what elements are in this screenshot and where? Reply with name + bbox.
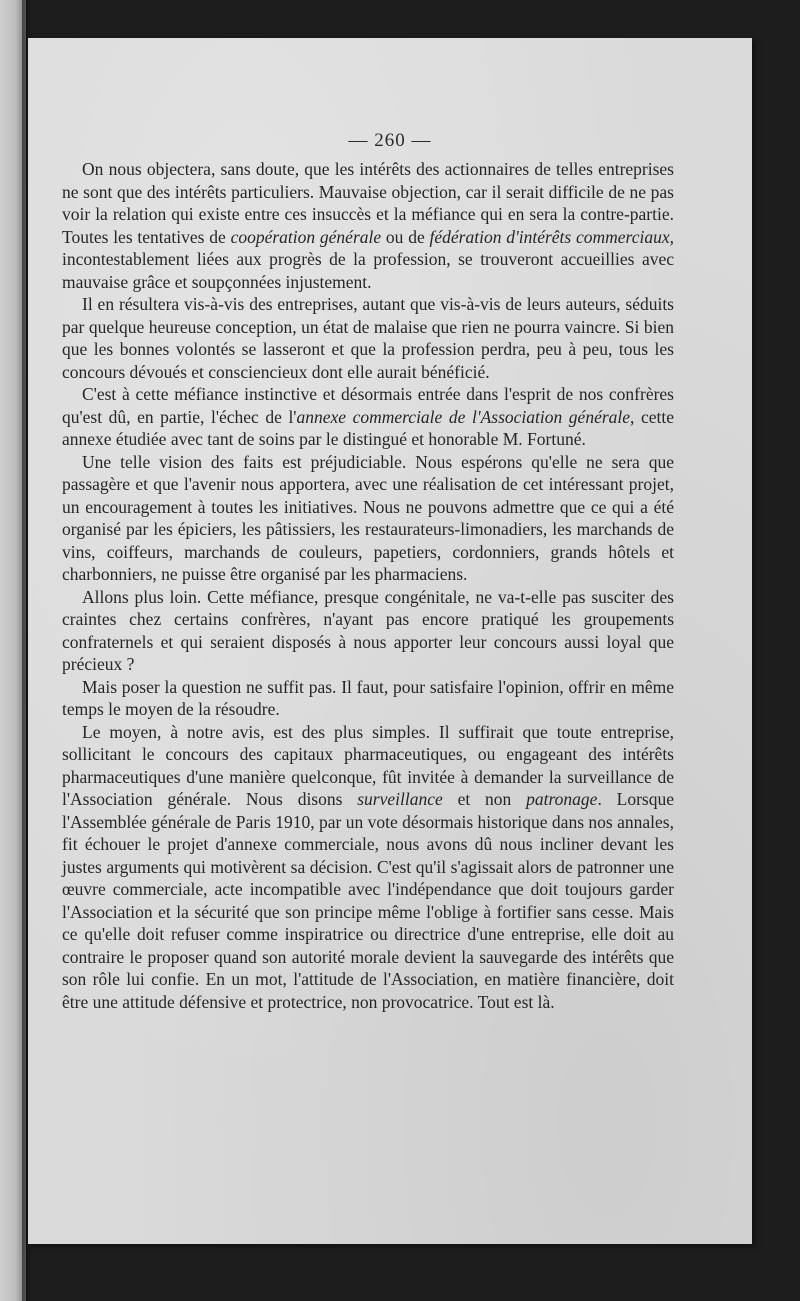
paragraph xyxy=(62,676,674,721)
text-run: , incontestablement liées aux progrès de la profession, se trouveront accueillies avec mauvaise grâce et soupçonnées injustement. xyxy=(62,226,674,292)
page-number: — 260 — xyxy=(348,130,432,151)
italic-text: fédération d'intérêts commerciaux xyxy=(429,226,670,247)
text-run: . Lorsque l'Assemblée générale de Paris 1910, par un vote désormais historique dans nos annales, fit échouer le projet d'annexe commerciale, nous avons dû nous incliner devant les justes arguments qui motivèrent sa décision. C'est qu'il s'agissait alors de patronner une œuvre commerciale, acte incompatible avec l'indépendance que doit toujours garder l'Association et la sécurité que son principe même l'oblige à fortifier sans cesse. Mais ce qu'elle doit refuser comme inspiratrice ou directrice d'une entreprise, elle doit au contraire le proposer quand son autorité morale devient la sauvegarde des intérêts que son rôle lui confie. En un mot, l'attitude de l'Association, en matière financière, doit être une attitude défensive et protectrice, non provocatrice. Tout est là. xyxy=(62,789,674,1012)
text-run: Allons plus loin. Cette méfiance, presque congénitale, ne va-t-elle pas susciter des craintes chez certains confrères, n'ayant pas encore pratiqué les groupements confraternels et qui seraient disposés à nous apporter leur concours aussi loyal que précieux ? xyxy=(62,586,674,674)
text-run: et non xyxy=(442,789,527,809)
text-run: Mais poser la question ne suffit pas. Il faut, pour satisfaire l'opinion, offrir en même temps le moyen de la résoudre. xyxy=(62,676,674,719)
text-run: , cette annexe étudiée avec tant de soins par le distingué et honorable M. Fortuné. xyxy=(62,406,674,449)
text-run: Une telle vision des faits est préjudiciable. Nous espérons qu'elle ne sera que passagère et que l'avenir nous apportera, avec une réalisation de cet intéressant projet, un encouragement à toutes les initiatives. Nous ne pouvons admettre que ce qui a été organisé par les épiciers, les pâtissiers, les restaurateurs-limonadiers, les marchands de vins, coiffeurs, marchands de couleurs, papetiers, cordonniers, grands hôtels et charbonniers, ne puisse être organisé par les pharmaciens. xyxy=(62,451,674,584)
italic-text: annexe commerciale de l'Association générale xyxy=(296,406,631,427)
paragraph xyxy=(62,158,674,293)
text-run: Il en résultera vis-à-vis des entreprises, autant que vis-à-vis de leurs auteurs, séduits par quelque heureuse conception, un état de malaise que rien ne pourra vaincre. Si bien que les bonnes volontés se lasseront et que la profession perdra, peu à peu, tous les concours dévoués et consciencieux dont elle aurait bénéficié. xyxy=(62,294,674,382)
paragraph xyxy=(62,721,674,1014)
book-page xyxy=(28,38,752,1244)
paragraph xyxy=(62,383,674,451)
italic-text: patronage xyxy=(526,789,598,809)
paragraph xyxy=(62,293,674,383)
paragraph xyxy=(62,451,674,586)
italic-text: surveillance xyxy=(357,789,443,809)
italic-text: coopération générale xyxy=(230,226,382,247)
text-run: On nous objectera, sans doute, que les intérêts des actionnaires de telles entreprises ne sont que des intérêts particuliers. Mauvaise objection, car il serait difficile de ne pas voir la relation qui existe entre ces insuccès et la méfiance qui en sera la contre-partie. Toutes les tentatives de xyxy=(62,159,674,247)
text-run: Le moyen, à notre avis, est des plus simples. Il suffirait que toute entreprise, sollicitant le concours des capitaux pharmaceutiques, ou engageant des intérêts pharmaceutiques d'une manière quelconque, fût invitée à demander la surveillance de l'Association générale. Nous disons xyxy=(62,721,674,809)
paragraph xyxy=(62,586,674,676)
text-run: C'est à cette méfiance instinctive et désormais entrée dans l'esprit de nos confrères qu'est dû, en partie, l'échec de l' xyxy=(62,384,674,427)
text-run: ou de xyxy=(381,226,430,247)
body-text xyxy=(62,158,674,1013)
